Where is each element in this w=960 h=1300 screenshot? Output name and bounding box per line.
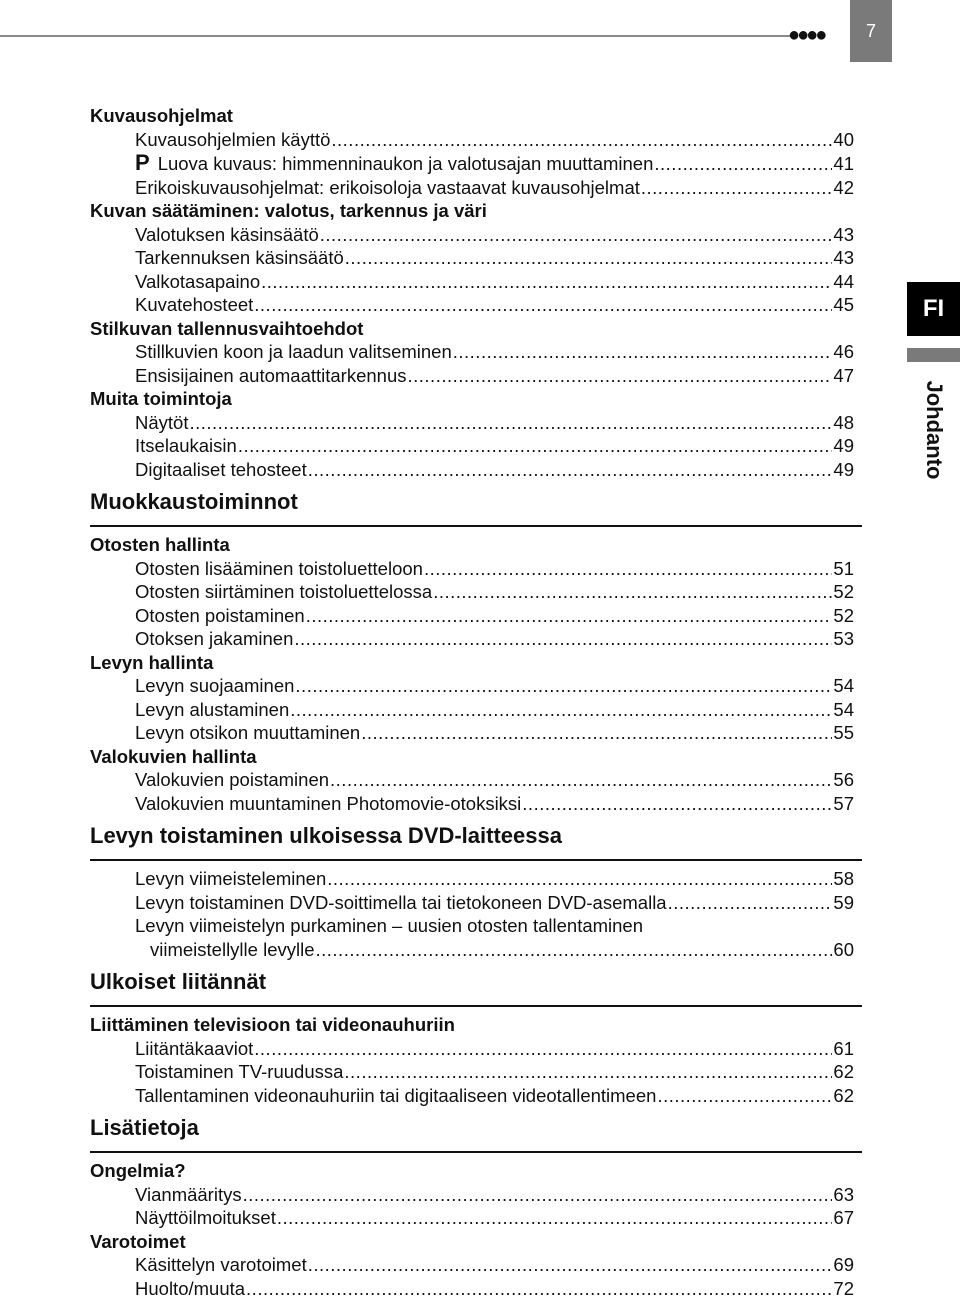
toc-page: 44 <box>833 270 854 294</box>
toc-entry[interactable] <box>90 721 862 745</box>
toc-entry[interactable] <box>90 176 862 200</box>
toc-entry[interactable] <box>90 340 862 364</box>
toc-heading: Valokuvien hallinta <box>90 745 862 769</box>
toc-entry-title: Valotuksen käsinsäätö <box>135 223 319 247</box>
toc-entry-title: Valokuvien poistaminen <box>135 768 329 792</box>
toc-leader <box>327 867 832 891</box>
toc-heading: Kuvausohjelmat <box>90 104 862 128</box>
toc-page: 46 <box>833 340 854 364</box>
toc-entry-title: Levyn otsikon muuttaminen <box>135 721 360 745</box>
toc-leader <box>331 128 832 152</box>
toc-entry[interactable] <box>90 411 862 435</box>
chapter-heading: Lisätietoja <box>90 1113 862 1153</box>
chapter-heading: Muokkaustoiminnot <box>90 487 862 527</box>
toc-page: 49 <box>833 434 854 458</box>
toc-page: 67 <box>833 1206 854 1230</box>
toc-leader <box>316 938 833 962</box>
toc-page: 57 <box>833 792 854 816</box>
toc-entry-title: Stillkuvien koon ja laadun valitseminen <box>135 340 452 364</box>
toc-page: 63 <box>833 1183 854 1207</box>
toc-entry[interactable] <box>90 580 862 604</box>
toc-entry[interactable] <box>90 223 862 247</box>
toc-leader <box>306 604 833 628</box>
toc-entry[interactable] <box>90 1183 862 1207</box>
toc-entry[interactable] <box>90 1037 862 1061</box>
toc-entry[interactable] <box>90 792 862 816</box>
toc-leader <box>408 364 833 388</box>
toc-leader <box>254 293 832 317</box>
toc-page: 45 <box>833 293 854 317</box>
toc-entry[interactable] <box>90 867 862 891</box>
toc-leader <box>344 1060 832 1084</box>
toc-entry[interactable] <box>90 458 862 482</box>
toc-entry[interactable] <box>90 938 862 962</box>
toc-page: 59 <box>833 891 854 915</box>
section-title-vertical: Johdanto <box>921 381 947 480</box>
toc-entry-title: Toistaminen TV-ruudussa <box>135 1060 343 1084</box>
toc-leader <box>243 1183 833 1207</box>
chapter-heading: Ulkoiset liitännät <box>90 967 862 1007</box>
toc-entry[interactable] <box>90 1084 862 1108</box>
toc-leader <box>308 458 833 482</box>
toc-entry-title: Erikoiskuvausohjelmat: erikoisoloja vastaavat kuvausohjelmat <box>135 176 640 200</box>
toc-entry[interactable] <box>90 293 862 317</box>
toc-heading: Muita toimintoja <box>90 387 862 411</box>
toc-entry[interactable] <box>90 246 862 270</box>
toc-entry-title: Liitäntäkaaviot <box>135 1037 253 1061</box>
toc-entry[interactable] <box>90 768 862 792</box>
toc-entry-title: Levyn toistaminen DVD-soittimella tai tietokoneen DVD-asemalla <box>135 891 667 915</box>
toc-page: 54 <box>833 674 854 698</box>
toc-page: 40 <box>833 128 854 152</box>
toc-page: 42 <box>833 176 854 200</box>
toc-page: 49 <box>833 458 854 482</box>
toc-entry-title: Otosten poistaminen <box>135 604 305 628</box>
toc-page: 69 <box>833 1253 854 1277</box>
toc-heading: Stilkuvan tallennusvaihtoehdot <box>90 317 862 341</box>
toc-page: 60 <box>833 938 854 962</box>
toc-entry-title: Ensisijainen automaattitarkennus <box>135 364 407 388</box>
toc-leader <box>330 768 832 792</box>
toc-entry[interactable] <box>90 1206 862 1230</box>
toc-leader <box>522 792 832 816</box>
toc-entry[interactable] <box>90 674 862 698</box>
toc-leader <box>641 176 833 200</box>
toc-leader <box>238 434 833 458</box>
toc-heading: Levyn hallinta <box>90 651 862 675</box>
toc-leader <box>277 1206 833 1230</box>
toc-heading: Kuvan säätäminen: valotus, tarkennus ja väri <box>90 199 862 223</box>
toc-heading: Otosten hallinta <box>90 533 862 557</box>
toc-entry-title: Levyn alustaminen <box>135 698 289 722</box>
toc-page: 62 <box>833 1060 854 1084</box>
header-rule <box>0 35 790 37</box>
toc-entry-title: Otosten siirtäminen toistoluettelossa <box>135 580 432 604</box>
toc-leader <box>246 1277 832 1300</box>
toc-page: 58 <box>833 867 854 891</box>
toc-entry[interactable] <box>90 627 862 651</box>
toc-leader <box>295 674 832 698</box>
toc-heading: Ongelmia? <box>90 1159 862 1183</box>
toc-entry[interactable] <box>90 364 862 388</box>
toc-leader <box>261 270 832 294</box>
toc-entry-title: Kuvausohjelmien käyttö <box>135 128 330 152</box>
header-dots: ●●●● <box>788 18 824 52</box>
toc-leader <box>654 152 832 176</box>
toc-page: 48 <box>833 411 854 435</box>
toc-leader <box>668 891 833 915</box>
toc-leader <box>433 580 832 604</box>
toc-entry-title: Digitaaliset tehosteet <box>135 458 307 482</box>
toc-entry-title: Tallentaminen videonauhuriin tai digitaaliseen videotallentimeen <box>135 1084 656 1108</box>
toc-leader <box>361 721 832 745</box>
toc-entry-title: Otosten lisääminen toistoluetteloon <box>135 557 423 581</box>
toc-page: 72 <box>833 1277 854 1300</box>
toc-entry-title: Näyttöilmoitukset <box>135 1206 276 1230</box>
toc-entry-title: Näytöt <box>135 411 188 435</box>
toc-page: 47 <box>833 364 854 388</box>
toc-entry-title: Kuvatehosteet <box>135 293 253 317</box>
toc-entry-title: Valkotasapaino <box>135 270 260 294</box>
toc-entry[interactable] <box>90 698 862 722</box>
language-tab: FI <box>907 282 960 336</box>
toc-page: 61 <box>833 1037 854 1061</box>
toc-leader <box>345 246 833 270</box>
toc-entry-title: Otoksen jakaminen <box>135 627 293 651</box>
toc-leader <box>254 1037 832 1061</box>
toc-page: 51 <box>833 557 854 581</box>
toc-leader <box>290 698 832 722</box>
toc-entry[interactable] <box>90 604 862 628</box>
toc-heading: Varotoimet <box>90 1230 862 1254</box>
toc-page: 52 <box>833 604 854 628</box>
toc-entry-title: Vianmääritys <box>135 1183 242 1207</box>
toc-entry[interactable] <box>90 151 862 176</box>
toc-page: 43 <box>833 246 854 270</box>
page-number: 7 <box>850 0 892 62</box>
toc-leader <box>320 223 833 247</box>
toc-page: 56 <box>833 768 854 792</box>
toc-entry[interactable] <box>90 434 862 458</box>
toc-entry-title: Levyn suojaaminen <box>135 674 294 698</box>
toc-entry-title: viimeistellylle levylle <box>150 938 315 962</box>
toc-entry-title: Levyn viimeisteleminen <box>135 867 326 891</box>
toc-leader <box>657 1084 832 1108</box>
toc-page: 41 <box>833 152 854 176</box>
toc-entry-title: Valokuvien muuntaminen Photomovie-otoksiksi <box>135 792 521 816</box>
toc-page: 52 <box>833 580 854 604</box>
toc-entry[interactable] <box>90 1060 862 1084</box>
toc-entry-line: Levyn viimeistelyn purkaminen – uusien otosten tallentaminen <box>90 914 862 938</box>
toc-entry-title: Tarkennuksen käsinsäätö <box>135 246 344 270</box>
toc-entry-title <box>135 151 653 176</box>
toc-page: 43 <box>833 223 854 247</box>
program-p-icon: P <box>135 150 150 175</box>
toc-page: 54 <box>833 698 854 722</box>
toc-heading: Liittäminen televisioon tai videonauhuriin <box>90 1013 862 1037</box>
toc-page: 53 <box>833 627 854 651</box>
toc-leader <box>424 557 832 581</box>
toc-entry-title: Huolto/muuta <box>135 1277 245 1300</box>
chapter-heading: Levyn toistaminen ulkoisessa DVD-laitteessa <box>90 821 862 861</box>
toc-entry-text: Luova kuvaus: himmenninaukon ja valotusajan muuttaminen <box>158 153 654 174</box>
toc-leader <box>453 340 833 364</box>
table-of-contents <box>90 104 862 1300</box>
toc-page: 62 <box>833 1084 854 1108</box>
toc-page: 55 <box>833 721 854 745</box>
toc-entry-title: Itselaukaisin <box>135 434 237 458</box>
toc-leader <box>189 411 832 435</box>
toc-entry[interactable] <box>90 557 862 581</box>
toc-entry[interactable] <box>90 891 862 915</box>
toc-entry-title: Käsittelyn varotoimet <box>135 1253 307 1277</box>
toc-leader <box>294 627 832 651</box>
toc-entry[interactable] <box>90 270 862 294</box>
side-divider <box>907 348 960 362</box>
toc-entry[interactable] <box>90 1277 862 1300</box>
toc-entry[interactable] <box>90 128 862 152</box>
